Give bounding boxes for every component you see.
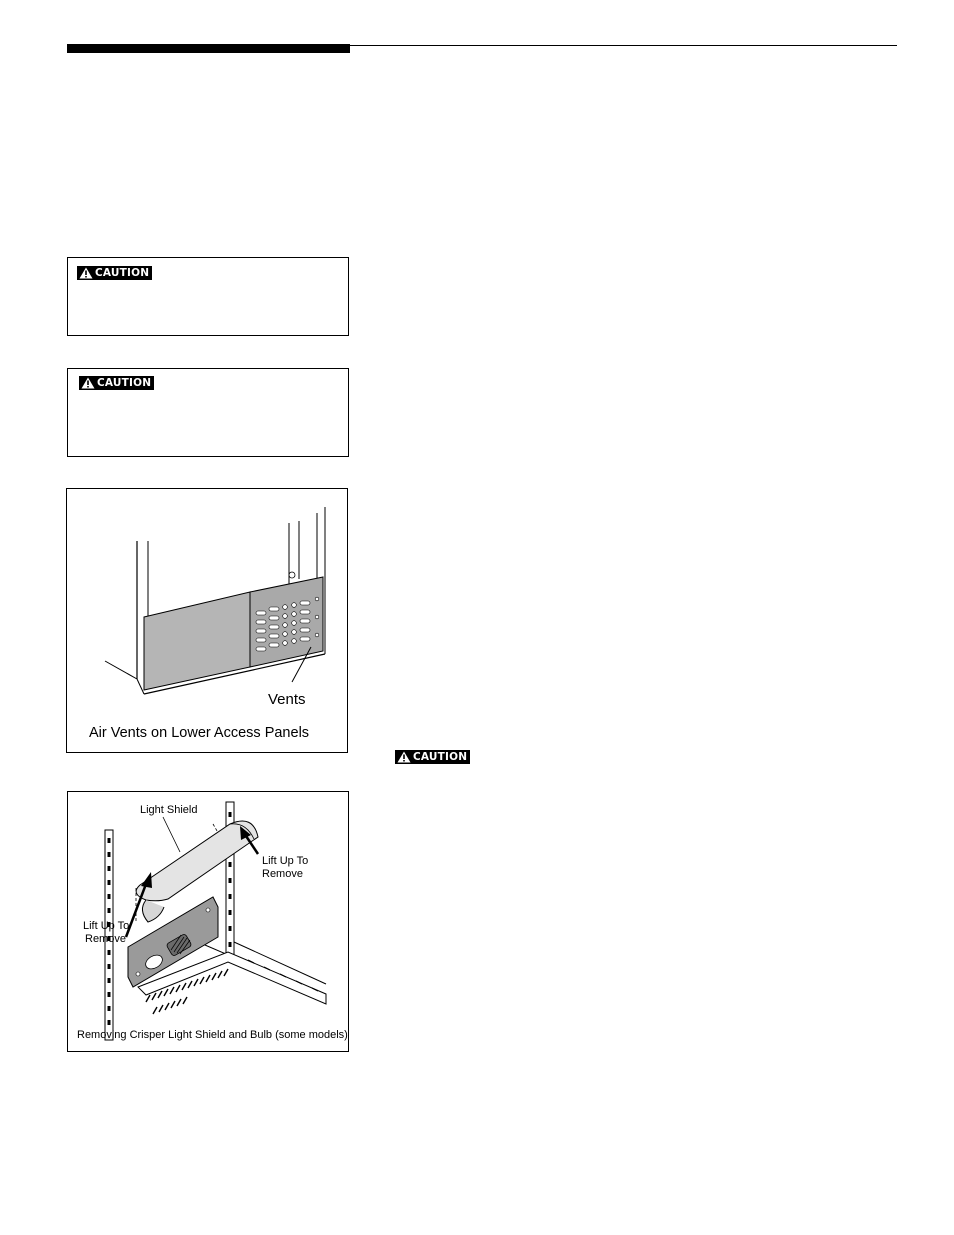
figure-light-shield [67,791,349,1052]
caution-label: CAUTION [97,377,152,389]
caution-label: CAUTION [413,751,468,763]
caution-badge [79,376,154,390]
figure-caption: Air Vents on Lower Access Panels [89,725,310,741]
warning-triangle-icon [81,377,95,389]
header-rule-thin [350,45,897,46]
air-vents-illustration [67,489,347,752]
warning-triangle-icon [397,751,411,763]
warning-triangle-icon [79,267,93,279]
lift-label-left-line2: Remove [85,933,126,945]
figure-caption: Removing Crisper Light Shield and Bulb (some models) [77,1029,348,1041]
lift-label-left-line1: Lift Up To [83,920,130,932]
vents-callout: Vents [268,691,306,708]
caution-box-1 [67,257,349,336]
caution-badge-inline [395,750,470,764]
caution-box-2 [67,368,349,457]
figure-air-vents [66,488,348,753]
header-rule-thick [67,44,350,53]
caution-label: CAUTION [95,267,150,279]
light-shield-label: Light Shield [140,804,198,816]
lift-label-right-line1: Lift Up To [262,855,309,867]
lift-label-right-line2: Remove [262,868,303,880]
caution-badge [77,266,152,280]
